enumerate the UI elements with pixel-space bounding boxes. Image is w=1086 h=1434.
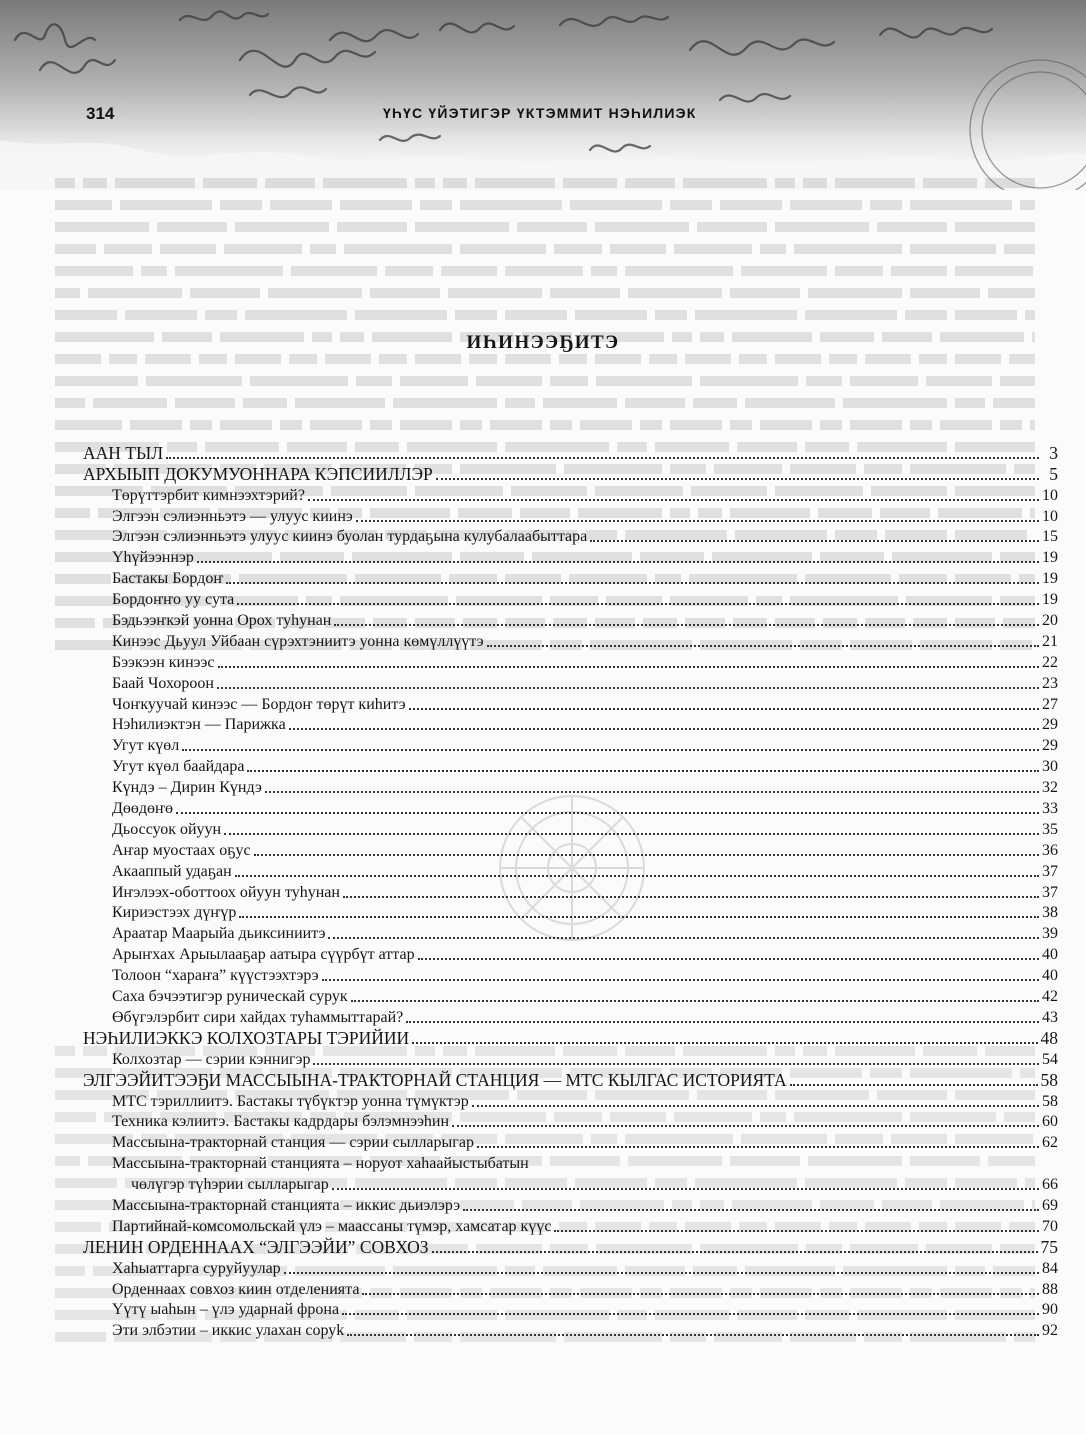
toc-leader-dots xyxy=(197,561,1039,563)
toc-entry-title: Техника кэлиитэ. Бастакы кадрдары бэлэмнээһин xyxy=(112,1113,450,1131)
toc-entry xyxy=(83,734,1058,755)
decorative-handwriting-band xyxy=(0,0,1086,190)
toc-page-number: 30 xyxy=(1042,758,1058,776)
toc-leader-dots xyxy=(463,1209,1039,1211)
toc-entry-title: Бэдьээҥкэй уонна Орох туһунан xyxy=(112,612,332,630)
toc-entry-title: МТС тэриллиитэ. Бастакы түбүктэр уонна түмүктэр xyxy=(112,1092,469,1110)
toc-page-number: 43 xyxy=(1042,1008,1058,1026)
toc-leader-dots xyxy=(472,1105,1039,1107)
toc-leader-dots xyxy=(334,624,1039,626)
toc-page-number: 5 xyxy=(1049,463,1058,484)
toc-entry-title: Массыына-тракторнай станцията – норуот хаһаайыстыбатын xyxy=(112,1155,529,1173)
toc-page-number: 84 xyxy=(1042,1259,1058,1277)
toc-entry xyxy=(83,1194,1058,1215)
toc-entry-title: Угут күөл баайдара xyxy=(112,758,245,776)
toc-page-number: 29 xyxy=(1042,737,1058,755)
toc-entry xyxy=(83,1131,1058,1152)
toc-leader-dots xyxy=(284,1272,1039,1274)
toc-entry-title: Партийнай-комсомольскай үлэ – маассаны түмэр, хамсатар күүс xyxy=(112,1217,552,1235)
toc-entry xyxy=(83,651,1058,672)
toc-entry xyxy=(83,1319,1058,1340)
toc-page-number: 21 xyxy=(1042,632,1058,650)
toc-page-number: 32 xyxy=(1042,779,1058,797)
toc-entry xyxy=(83,902,1058,923)
toc-page-number: 23 xyxy=(1042,674,1058,692)
toc-entry-title: Хаһыаттарга суруйуулар xyxy=(112,1259,281,1277)
toc-leader-dots xyxy=(265,791,1039,793)
toc-leader-dots xyxy=(343,896,1039,898)
toc-entry-title: чөлүгэр түһэрии сылларыгар xyxy=(131,1176,329,1194)
toc-page-number: 10 xyxy=(1042,486,1058,504)
toc-entry xyxy=(83,1006,1058,1027)
toc-leader-dots xyxy=(218,666,1039,668)
toc-entry-title: Чоҥкуучай кинээс — Бордоҥ төрүт киһитэ xyxy=(112,695,406,713)
toc-leader-dots xyxy=(487,645,1039,647)
toc-leader-dots xyxy=(224,833,1039,835)
toc-entry-title: Элгээн сэлиэнньэтэ — улуус киинэ xyxy=(112,507,353,525)
toc-leader-dots xyxy=(166,457,1039,459)
toc-entry-title: Арыҥхах Арыылааҕар аатыра сүүрбүт аттар xyxy=(112,946,415,964)
toc-page-number: 90 xyxy=(1042,1301,1058,1319)
toc-entry-title: Өбүгэлэрбит сири хайдах туһаммыттарай? xyxy=(112,1008,404,1026)
toc-page-number: 35 xyxy=(1042,820,1058,838)
toc-entry xyxy=(83,1278,1058,1299)
toc-title: ИҺИНЭЭҔИТЭ xyxy=(466,332,620,353)
toc-entry xyxy=(83,776,1058,797)
toc-entry xyxy=(83,484,1058,505)
toc-leader-dots xyxy=(239,916,1039,918)
toc-page-number: 38 xyxy=(1042,904,1058,922)
toc-entry xyxy=(83,839,1058,860)
toc-entry-title: Колхозтар — сэрии кэннигэр xyxy=(112,1050,311,1068)
toc-page-number: 39 xyxy=(1042,925,1058,943)
toc-page-number: 42 xyxy=(1042,988,1058,1006)
toc-leader-dots xyxy=(176,812,1039,814)
toc-page-number: 66 xyxy=(1042,1176,1058,1194)
toc-entry xyxy=(83,1048,1058,1069)
toc-leader-dots xyxy=(226,582,1039,584)
toc-page-number: 29 xyxy=(1042,716,1058,734)
toc-entry xyxy=(83,943,1058,964)
toc-leader-dots xyxy=(247,770,1039,772)
toc-entry-title: Угут күөл xyxy=(112,737,180,755)
toc-leader-dots xyxy=(477,1146,1039,1148)
toc-leader-dots xyxy=(182,749,1039,751)
toc-page-number: 37 xyxy=(1042,862,1058,880)
toc-entry-title: Төрүттэрбит кимнээхтэрий? xyxy=(112,486,305,504)
toc-leader-dots xyxy=(356,520,1039,522)
toc-page-number: 40 xyxy=(1042,967,1058,985)
toc-entry-title: Эти элбэтии – иккис улахан соруk xyxy=(112,1322,345,1340)
running-head xyxy=(0,104,1086,128)
toc-page-number: 75 xyxy=(1040,1236,1058,1257)
toc-entry-title: Иҥэлээх-оботтоох ойуун туһунан xyxy=(112,883,340,901)
toc-page-number: 27 xyxy=(1042,695,1058,713)
toc-entry-title: Кириэстээх дүҥүр xyxy=(112,904,237,922)
toc-page-number: 37 xyxy=(1042,883,1058,901)
toc-entry-title: Үһүйээннэр xyxy=(112,549,194,567)
toc-page-number: 92 xyxy=(1042,1322,1058,1340)
toc-entry-title: ЭЛГЭЭЙИТЭЭҔИ МАССЫЫНА-ТРАКТОРНАЙ СТАНЦИЯ — МТС КЫЛГАС ИСТОРИЯТА xyxy=(83,1069,787,1090)
toc-leader-dots xyxy=(308,499,1039,501)
toc-page-number: 19 xyxy=(1042,570,1058,588)
toc-entry-title: Акааппый удаҕан xyxy=(112,862,232,880)
running-head-title: ҮҺҮС ҮЙЭТИГЭР ҮКТЭММИТ НЭҺИЛИЭК xyxy=(383,105,697,121)
toc-leader-dots xyxy=(590,540,1039,542)
toc-leader-dots xyxy=(347,1334,1039,1336)
toc-entry xyxy=(83,922,1058,943)
toc-section-entry xyxy=(83,463,1058,484)
toc-page-number: 88 xyxy=(1042,1280,1058,1298)
toc-leader-dots xyxy=(313,1063,1039,1065)
toc-entry-title: Толоон “хараҥа” күүстээхтэрэ xyxy=(112,967,319,985)
toc-leader-dots xyxy=(406,1021,1039,1023)
toc-entry xyxy=(83,1257,1058,1278)
toc-leader-dots xyxy=(554,1230,1039,1232)
toc-entry xyxy=(83,630,1058,651)
toc-entry xyxy=(83,860,1058,881)
toc-entry-title: Элгээн сэлиэнньэтэ улуус киинэ буолан турдаҕына кулубалаабыттара xyxy=(112,528,588,546)
toc-page-number: 10 xyxy=(1042,507,1058,525)
toc-page-number: 58 xyxy=(1040,1069,1058,1090)
toc-entry xyxy=(83,818,1058,839)
toc-page-number: 60 xyxy=(1042,1113,1058,1131)
toc-entry-title: АРХЫЫП ДОКУМУОННАРА КЭПСИИЛЛЭР xyxy=(83,463,433,484)
toc-section-entry xyxy=(83,1027,1058,1048)
toc-entry xyxy=(83,797,1058,818)
toc-entry xyxy=(83,881,1058,902)
toc-entry-title: Бээкээн кинээс xyxy=(112,653,215,671)
toc-entry-title: Күндэ – Дирин Күндэ xyxy=(112,779,262,797)
toc-entry-title: Орденнаах совхоз киин отделенията xyxy=(112,1280,360,1298)
toc-page-number: 15 xyxy=(1042,528,1058,546)
table-of-contents xyxy=(83,442,1058,1340)
toc-entry-title: Баай Чохороон xyxy=(112,674,214,692)
toc-page-number: 58 xyxy=(1042,1092,1058,1110)
toc-leader-dots xyxy=(436,478,1039,480)
toc-page-number: 54 xyxy=(1042,1050,1058,1068)
toc-entry-title: Араатар Маарыйа дьиксиниитэ xyxy=(112,925,326,943)
toc-entry-title: Аҥар муостаах оҕус xyxy=(112,841,251,859)
toc-entry-title: Массыына-тракторнай станция — сэрии сылларыгар xyxy=(112,1134,474,1152)
toc-entry-title: НЭҺИЛИЭККЭ КОЛХОЗТАРЫ ТЭРИЙИИ xyxy=(83,1027,410,1048)
toc-entry-title: Бордоҥҥо уу сута xyxy=(112,591,235,609)
toc-entry xyxy=(83,714,1058,735)
toc-entry xyxy=(83,672,1058,693)
toc-page-number: 20 xyxy=(1042,612,1058,630)
toc-entry xyxy=(83,546,1058,567)
toc-leader-dots xyxy=(217,687,1039,689)
toc-leader-dots xyxy=(328,937,1039,939)
toc-entry xyxy=(83,505,1058,526)
toc-leader-dots xyxy=(332,1188,1039,1190)
toc-page-number: 36 xyxy=(1042,841,1058,859)
toc-entry xyxy=(83,567,1058,588)
toc-entry-title: Дьоссуок ойуун xyxy=(112,820,222,838)
toc-page-number: 19 xyxy=(1042,549,1058,567)
page-number: 314 xyxy=(86,104,115,123)
toc-entry xyxy=(83,1111,1058,1132)
toc-entry xyxy=(83,1090,1058,1111)
toc-entry xyxy=(83,1299,1058,1320)
toc-leader-dots xyxy=(342,1313,1039,1315)
toc-page-number: 40 xyxy=(1042,946,1058,964)
toc-entry xyxy=(83,526,1058,547)
toc-entry xyxy=(83,609,1058,630)
toc-leader-dots xyxy=(412,1042,1037,1044)
toc-leader-dots xyxy=(237,603,1039,605)
toc-leader-dots xyxy=(418,958,1039,960)
toc-section-entry xyxy=(83,442,1058,463)
toc-page-number: 69 xyxy=(1042,1196,1058,1214)
toc-entry-title: Кинээс Дьуул Уйбаан сүрэхтэниитэ уонна көмүллүүтэ xyxy=(112,632,484,650)
toc-entry-title: Саха бэчээтигэр руническай сурук xyxy=(112,988,348,1006)
toc-entry xyxy=(83,964,1058,985)
toc-page-number: 70 xyxy=(1042,1217,1058,1235)
toc-leader-dots xyxy=(362,1293,1039,1295)
toc-entry-title: ЛЕНИН ОРДЕННААХ “ЭЛГЭЭЙИ” СОВХОЗ xyxy=(83,1236,429,1257)
toc-entry-title: Нэһилиэктэн — Парижка xyxy=(112,716,286,734)
toc-page-number: 33 xyxy=(1042,800,1058,818)
toc-leader-dots xyxy=(790,1084,1038,1086)
toc-leader-dots xyxy=(351,1000,1039,1002)
toc-page-number: 48 xyxy=(1040,1027,1058,1048)
toc-page-number: 22 xyxy=(1042,653,1058,671)
toc-entry xyxy=(83,755,1058,776)
toc-entry xyxy=(83,1215,1058,1236)
toc-entry xyxy=(83,588,1058,609)
toc-section-entry xyxy=(83,1069,1058,1090)
toc-entry xyxy=(83,1152,1058,1173)
toc-entry-title: ААН ТЫЛ xyxy=(83,442,164,463)
toc-entry-title: Үүтү ыаһын – үлэ ударнай фронa xyxy=(112,1301,340,1319)
toc-entry xyxy=(83,693,1058,714)
toc-leader-dots xyxy=(235,875,1039,877)
toc-page-number: 62 xyxy=(1042,1134,1058,1152)
toc-entry-title: Бастакы Бордоҥ xyxy=(112,570,224,588)
toc-page-number: 19 xyxy=(1042,591,1058,609)
toc-leader-dots xyxy=(322,979,1039,981)
toc-section-entry xyxy=(83,1236,1058,1257)
toc-entry xyxy=(83,985,1058,1006)
toc-entry-title: Массыына-тракторнай станцията – иккис дьиэлэрэ xyxy=(112,1196,461,1214)
toc-leader-dots xyxy=(289,728,1039,730)
toc-leader-dots xyxy=(254,854,1039,856)
toc-leader-dots xyxy=(452,1125,1039,1127)
toc-leader-dots xyxy=(432,1251,1038,1253)
toc-page-number: 3 xyxy=(1049,442,1058,463)
toc-leader-dots xyxy=(409,708,1039,710)
toc-entry xyxy=(83,1173,1058,1194)
toc-entry-title: Дөөдөҥө xyxy=(112,800,174,818)
